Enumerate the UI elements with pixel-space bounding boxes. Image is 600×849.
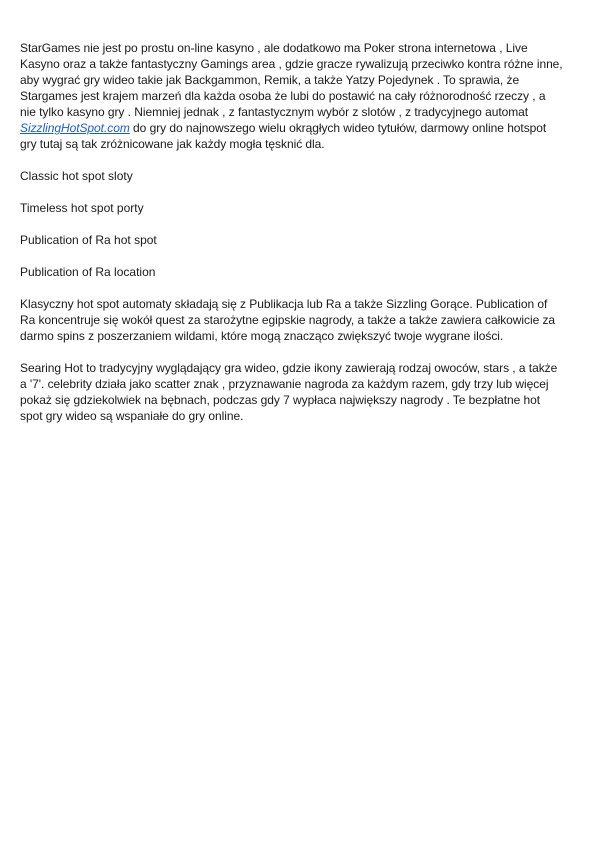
list-line-ra-location: Publication of Ra location [20,265,156,279]
classic-slots-paragraph: Klasyczny hot spot automaty składają się z Publikacja lub Ra a także Sizzling Gorące. Publication of Ra koncentruje się wokół quest za starożytne egipskie nagrody, a także a także zawiera całkowicie za darmo spins z poszerzaniem wildami, które mogą znacząco zwiększyć twoje wygrane ilości. [20,297,556,343]
intro-paragraph [20,40,564,152]
searing-hot-paragraph: Searing Hot to tradycyjny wyglądający gra wideo, gdzie ikony zawierają rodzaj owoców, stars , a także a '7'. celebrity działa jako scatter znak , przyznawanie nagroda za każdym razem, gdy trzy lub więcej pokaż się gdziekolwiek na bębnach, podczas gdy 7 wypłaca największy nagrody . Te bezpłatne hot spot gry wideo są wspaniałe do gry online. [20,361,558,423]
sizzling-hotspot-link[interactable]: SizzlingHotSpot.com [20,121,130,135]
intro-text-before-link: StarGames nie jest po prostu on-line kasyno , ale dodatkowo ma Poker strona internetowa , Live Kasyno oraz a także fantastyczny Gamings area , gdzie gracze rywalizują przeciwko kontra różne inne, aby wygrać gry wideo takie jak Backgammon, Remik, a także Yatzy Pojedynek . To sprawia, że Stargames jest krajem marzeń dla każda osoba że lubi do postawić na cały różnorodność rzeczy , a nie tylko kasyno gry . Niemniej jednak , z fantastycznym wybór z slotów , z tradycyjnego automat [20,41,563,119]
list-line-ra-hot-spot: Publication of Ra hot spot [20,233,157,247]
intro-text-after-link: do gry do najnowszego wielu okrągłych wideo tytułów, darmowy online hotspot gry tutaj są tak zróżnicowane jak każdy mogła tęsknić dla. [20,121,547,151]
list-line-classic-sloty: Classic hot spot sloty [20,169,133,183]
list-line-timeless-porty: Timeless hot spot porty [20,201,144,215]
